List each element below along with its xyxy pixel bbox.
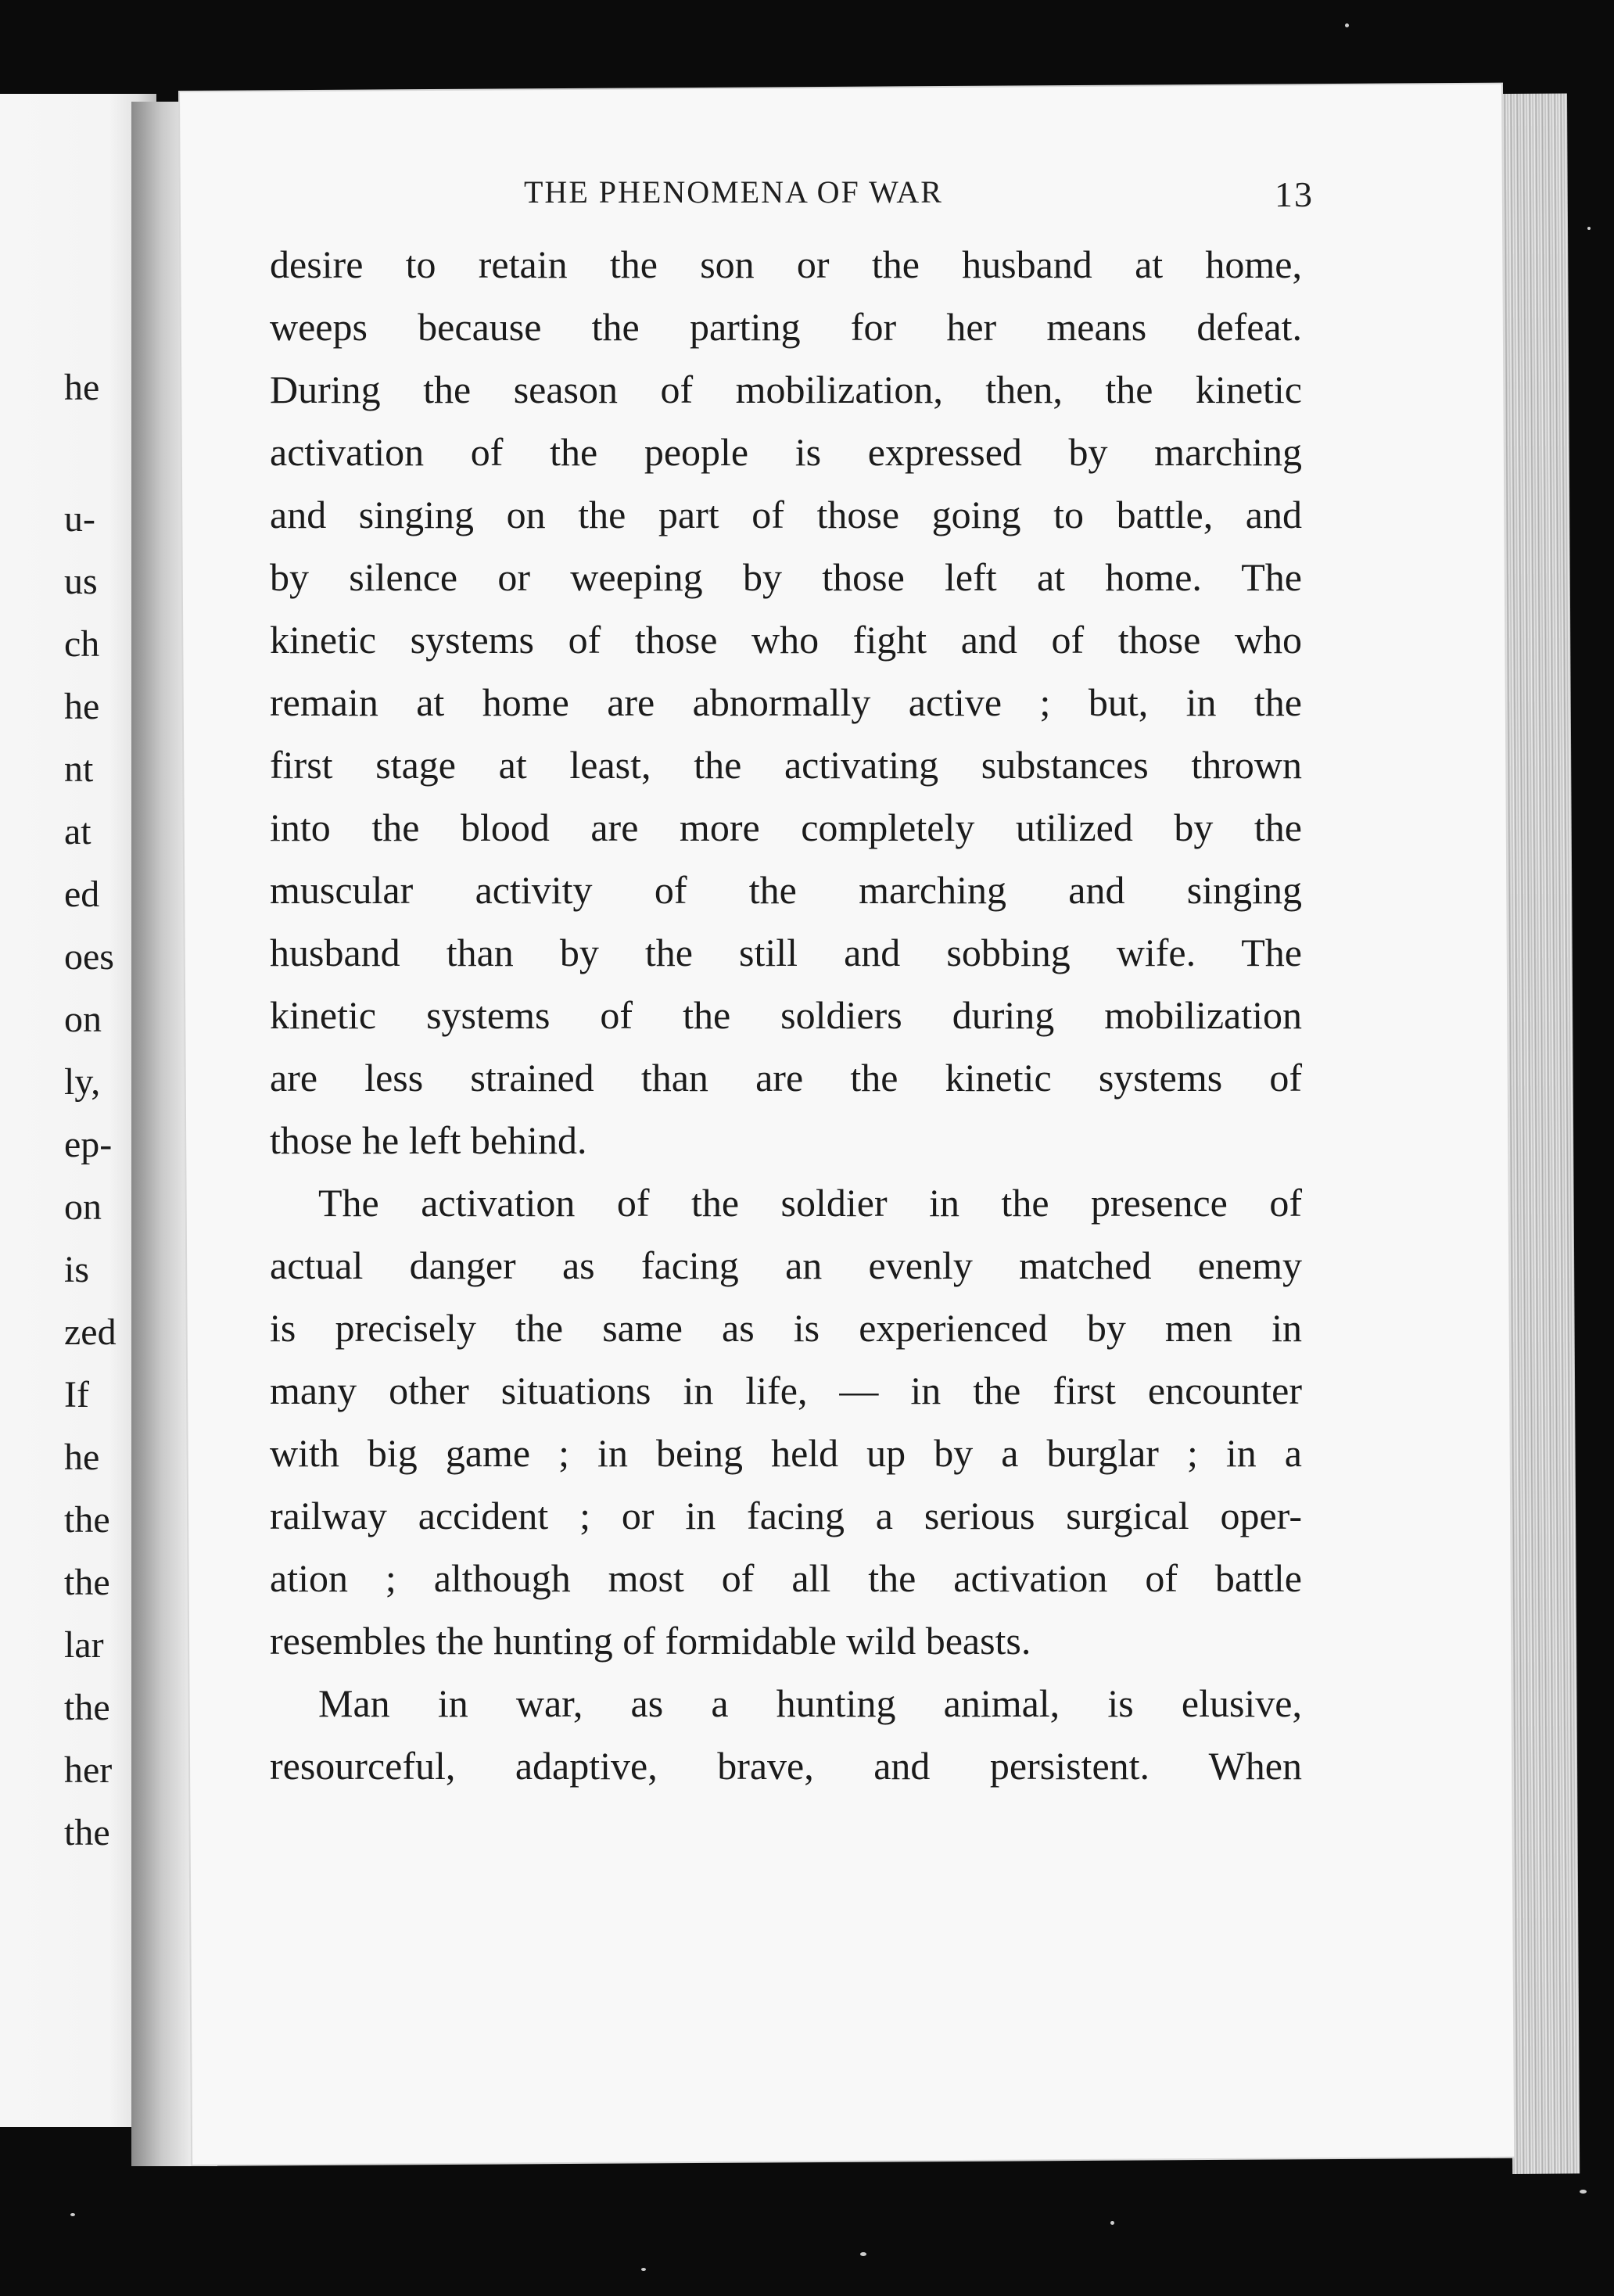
text-line: The activation of the soldier in the presence of <box>318 1181 1302 1225</box>
text-line: those he left behind. <box>270 1118 587 1162</box>
left-page-fragment: on <box>64 1186 102 1228</box>
text-line: remain at home are abnormally active ; but, in the <box>270 680 1302 724</box>
left-page-fragment: on <box>64 999 102 1040</box>
left-page-fragment: ch <box>64 623 100 665</box>
left-page-fragment: zed <box>64 1311 117 1353</box>
text-line: ation ; although most of all the activation of battle <box>270 1556 1302 1600</box>
left-page-fragment: oes <box>64 936 114 978</box>
left-page-fragment: he <box>64 1437 100 1478</box>
text-line: by silence or weeping by those left at home. The <box>270 555 1302 599</box>
left-page-fragment: lar <box>64 1624 104 1666</box>
left-page-fragment: the <box>64 1562 110 1603</box>
left-page-fragment: ed <box>64 874 100 915</box>
left-page-fragment: the <box>64 1499 110 1541</box>
text-line: are less strained than are the kinetic systems of <box>270 1056 1302 1100</box>
text-line: desire to retain the son or the husband at home, <box>270 242 1302 286</box>
text-line: Man in war, as a hunting animal, is elusive, <box>318 1681 1302 1725</box>
left-page-fragment: the <box>64 1687 110 1728</box>
text-line: railway accident ; or in facing a serious surgical oper- <box>270 1494 1302 1537</box>
text-line: activation of the people is expressed by marching <box>270 430 1302 474</box>
left-page-fragment: us <box>64 561 98 602</box>
text-line: resembles the hunting of formidable wild beasts. <box>270 1619 1031 1663</box>
paragraph <box>270 233 1302 1171</box>
page-number: 13 <box>1275 174 1314 214</box>
running-title: THE PHENOMENA OF WAR <box>524 174 943 210</box>
text-line: kinetic systems of those who fight and of those who <box>270 618 1302 662</box>
text-line: weeps because the parting for her means defeat. <box>270 305 1302 349</box>
text-line: many other situations in life, — in the first encounter <box>270 1369 1302 1412</box>
text-line: actual danger as facing an evenly matched enemy <box>270 1243 1302 1287</box>
text-line: kinetic systems of the soldiers during mobilization <box>270 993 1302 1037</box>
left-page-fragment: ly, <box>64 1061 101 1103</box>
text-line: and singing on the part of those going to battle, and <box>270 493 1302 536</box>
body-text <box>270 233 1302 1797</box>
left-page-fragment: ep- <box>64 1124 113 1165</box>
text-line: muscular activity of the marching and singing <box>270 868 1302 912</box>
text-line: first stage at least, the activating substances thrown <box>270 743 1302 787</box>
text-line: husband than by the still and sobbing wife. The <box>270 931 1302 974</box>
left-page-fragment: he <box>64 367 100 408</box>
text-line: with big game ; in being held up by a burglar ; in a <box>270 1431 1302 1475</box>
text-line: resourceful, adaptive, brave, and persistent. When <box>270 1744 1302 1788</box>
left-page-fragment: at <box>64 811 91 852</box>
left-page-fragment: u- <box>64 498 95 540</box>
left-page-fragment: If <box>64 1374 89 1415</box>
paragraph <box>270 1171 1302 1672</box>
left-page-fragment: nt <box>64 748 94 790</box>
left-page-fragment: her <box>64 1749 113 1791</box>
left-page-fragment: is <box>64 1249 90 1290</box>
text-line: is precisely the same as is experienced by men in <box>270 1306 1302 1350</box>
left-page-fragment: the <box>64 1812 110 1853</box>
paragraph <box>270 1672 1302 1797</box>
left-page-fragment: he <box>64 686 100 727</box>
text-line: into the blood are more completely utilized by the <box>270 805 1302 849</box>
text-line: During the season of mobilization, then, the kinetic <box>270 368 1302 411</box>
